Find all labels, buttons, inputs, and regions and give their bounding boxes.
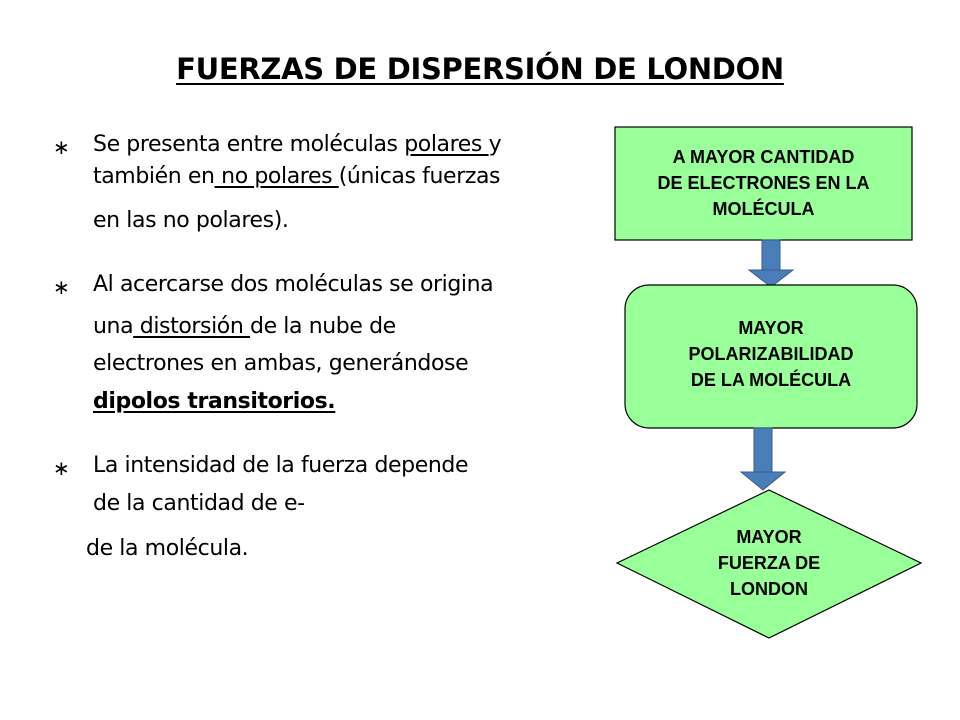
bullet-marker: ∗	[53, 456, 70, 480]
page-title: FUERZAS DE DISPERSIÓN DE LONDON	[176, 52, 784, 86]
text-segment: en las no polares).	[93, 208, 289, 233]
underlined-term: distorsión	[133, 314, 251, 339]
bullet-3-continuation: de la molécula.	[86, 536, 249, 561]
text-segment: Al acercarse dos moléculas se origina	[93, 272, 494, 297]
bullet-marker: ∗	[53, 135, 70, 159]
text-segment: (únicas fuerzas	[338, 164, 501, 189]
text-segment: Se presenta entre moléculas	[93, 132, 405, 157]
text-segment: de la cantidad de e-	[93, 491, 305, 516]
box-2-line: POLARIZABILIDAD	[688, 344, 854, 364]
arrow-1	[749, 240, 793, 287]
text-segment: de la nube de	[250, 314, 396, 339]
flowchart-box-1-text	[615, 144, 912, 222]
text-segment: electrones en ambas, generándose	[93, 351, 469, 376]
flowchart-diamond-text	[669, 524, 869, 602]
underlined-term: dipolos transitorios.	[93, 389, 336, 414]
diamond-line: LONDON	[730, 579, 808, 599]
bullet-marker: ∗	[53, 275, 70, 299]
arrow-2	[741, 428, 785, 490]
box-2-line: MAYOR	[738, 318, 804, 338]
underlined-term: no polares	[214, 164, 339, 189]
text-segment: una	[93, 314, 134, 339]
text-segment: también en	[93, 164, 215, 189]
diamond-line: FUERZA DE	[717, 553, 821, 573]
flowchart-box-2-text	[625, 315, 917, 393]
box-1-line: DE ELECTRONES EN LA	[657, 173, 870, 193]
box-2-line: DE LA MOLÉCULA	[690, 370, 852, 390]
underlined-term: polares	[404, 132, 489, 157]
box-1-line: MOLÉCULA	[712, 199, 815, 219]
text-segment: y	[488, 132, 502, 157]
text-segment: La intensidad de la fuerza depende	[93, 453, 469, 478]
diamond-line: MAYOR	[736, 527, 802, 547]
box-1-line: A MAYOR CANTIDAD	[672, 147, 855, 167]
